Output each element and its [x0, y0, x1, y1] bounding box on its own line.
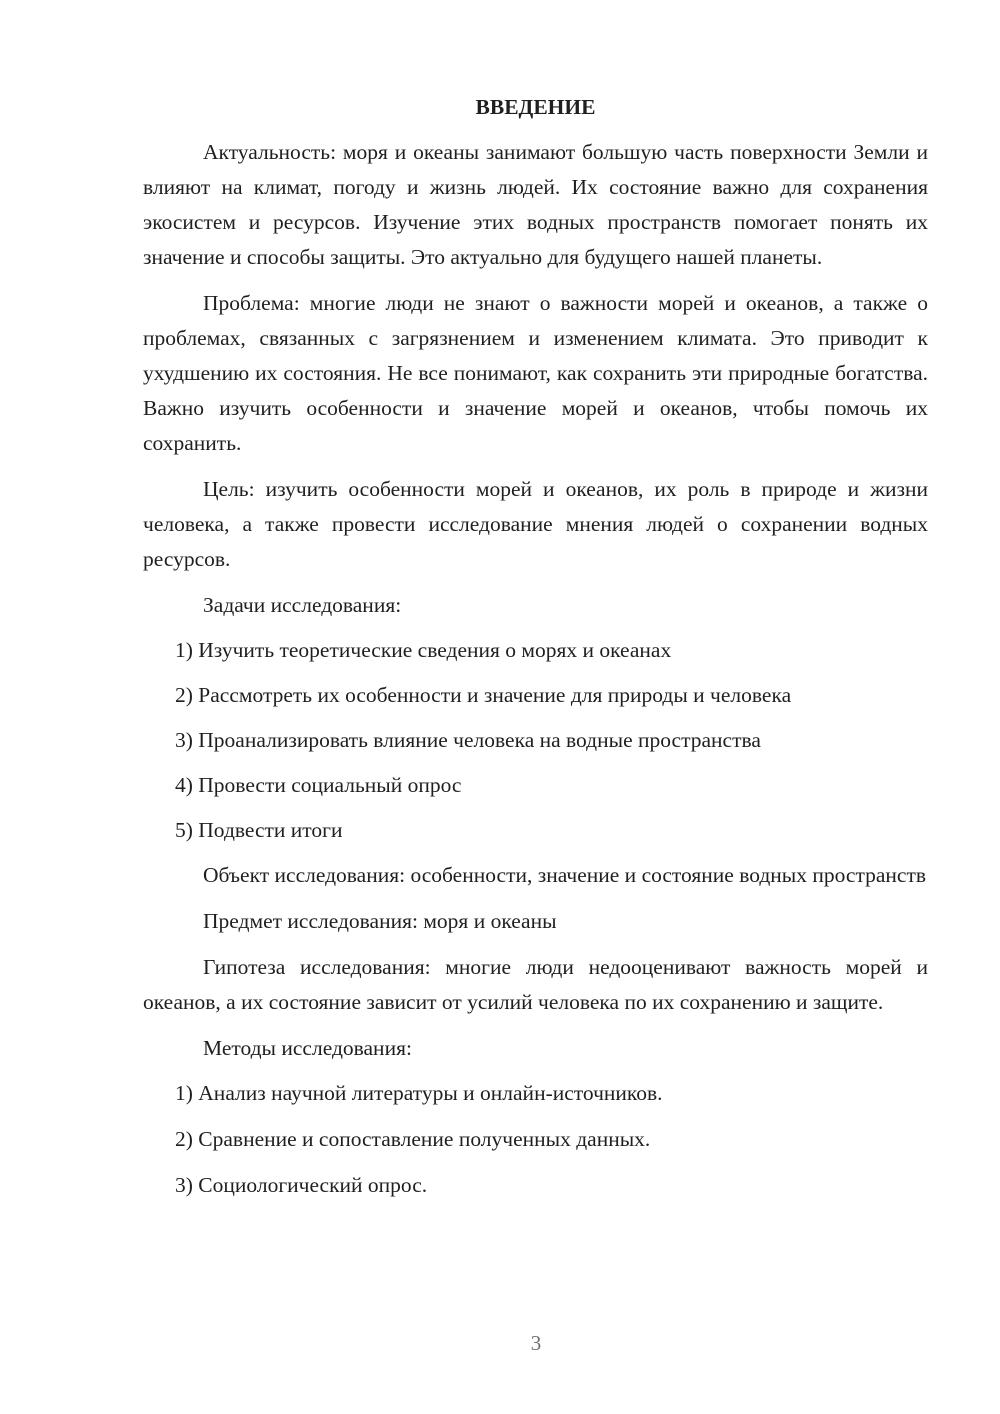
document-body: [143, 90, 928, 1214]
list-item: 2) Рассмотреть их особенности и значение для природы и человека: [175, 683, 792, 707]
page-number: 3: [530, 1331, 542, 1355]
object-paragraph: Объект исследования: особенности, значение и состояние водных пространств: [203, 863, 926, 887]
list-item: 5) Подвести итоги: [175, 818, 343, 842]
list-item: 3) Социологический опрос.: [175, 1173, 428, 1197]
list-item: 4) Провести социальный опрос: [175, 773, 462, 797]
list-item: 1) Изучить теоретические сведения о морях и океанах: [175, 638, 672, 662]
page-title: ВВЕДЕНИЕ: [475, 95, 596, 119]
list-item: 1) Анализ научной литературы и онлайн-источников.: [175, 1081, 663, 1105]
problem-paragraph: Проблема: многие люди не знают о важности морей и океанов, а также о проблемах, связанных с загрязнением и изменением климата. Это приводит к ухудшению их состояния. Не все понимают, как сохранить эти природные богатства. Важно изучить особенности и значение морей и океанов, чтобы помочь их сохранить.: [143, 291, 928, 455]
tasks-list: [143, 633, 928, 848]
list-item: 2) Сравнение и сопоставление полученных данных.: [175, 1127, 651, 1151]
methods-list: [143, 1076, 928, 1203]
goal-paragraph: Цель: изучить особенности морей и океанов, их роль в природе и жизни человека, а также провести исследование мнения людей о сохранении водных ресурсов.: [143, 477, 928, 571]
subject-paragraph: Предмет исследования: моря и океаны: [203, 909, 557, 933]
methods-heading: Методы исследования:: [203, 1036, 412, 1060]
tasks-heading: Задачи исследования:: [203, 593, 402, 617]
relevance-paragraph: Актуальность: моря и океаны занимают большую часть поверхности Земли и влияют на климат, погоду и жизнь людей. Их состояние важно для сохранения экосистем и ресурсов. Изучение этих водных пространств помогает понять их значение и способы защиты. Это актуально для будущего нашей планеты.: [143, 140, 928, 269]
list-item: 3) Проанализировать влияние человека на водные пространства: [175, 728, 761, 752]
hypothesis-paragraph: Гипотеза исследования: многие люди недооценивают важность морей и океанов, а их состояние зависит от усилий человека по их сохранению и защите.: [143, 955, 928, 1014]
